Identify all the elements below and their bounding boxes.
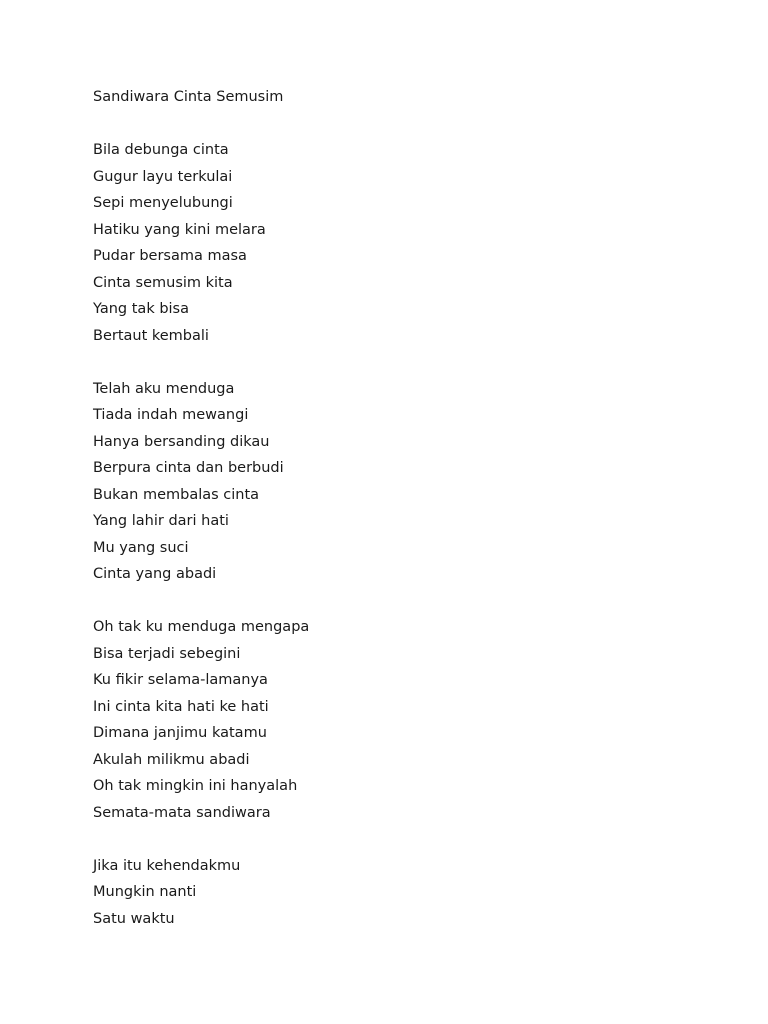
lyric-line: Cinta yang abadi: [93, 566, 217, 582]
lyric-line: Bisa terjadi sebegini: [93, 645, 241, 662]
lyric-line: Jika itu kehendakmu: [93, 857, 241, 874]
lyric-line: Ku fikir selama-lamanya: [93, 672, 268, 688]
stanza-3: [93, 614, 713, 826]
lyric-line: Ini cinta kita hati ke hati: [93, 698, 269, 715]
stanza-4: [93, 853, 713, 933]
lyric-line: Pudar bersama masa: [93, 248, 247, 264]
lyric-line: Yang lahir dari hati: [93, 513, 229, 529]
lyric-line: Hanya bersanding dikau: [93, 433, 270, 450]
lyric-line: Bertaut kembali: [93, 327, 209, 344]
lyric-line: Akulah milikmu abadi: [93, 751, 250, 768]
lyric-line: Oh tak mingkin ini hanyalah: [93, 778, 298, 794]
lyric-line: Yang tak bisa: [93, 301, 189, 317]
lyric-line: Gugur layu terkulai: [93, 168, 233, 185]
stanza-spacer: [93, 826, 713, 853]
lyric-line: Cinta semusim kita: [93, 274, 233, 291]
lyric-line: Semata-mata sandiwara: [93, 804, 271, 821]
lyric-line: Hatiku yang kini melara: [93, 221, 266, 238]
lyric-line: Satu waktu: [93, 910, 175, 927]
lyric-line: Mu yang suci: [93, 539, 189, 556]
lyric-line: Bila debunga cinta: [93, 142, 229, 158]
stanza-2: [93, 376, 713, 588]
lyric-line: Berpura cinta dan berbudi: [93, 460, 284, 476]
lyrics-document: [93, 84, 713, 932]
stanza-spacer: [93, 111, 713, 138]
lyric-line: Bukan membalas cinta: [93, 486, 260, 503]
stanza-spacer: [93, 349, 713, 376]
stanza-1: [93, 137, 713, 349]
lyric-line: Oh tak ku menduga mengapa: [93, 619, 310, 635]
lyric-line: Telah aku menduga: [93, 380, 235, 397]
lyric-line: Tiada indah mewangi: [93, 407, 249, 423]
lyric-line: Sepi menyelubungi: [93, 195, 233, 211]
lyric-line: Dimana janjimu katamu: [93, 725, 267, 741]
document-title: Sandiwara Cinta Semusim: [93, 89, 284, 105]
lyric-line: Mungkin nanti: [93, 884, 197, 900]
stanza-spacer: [93, 588, 713, 615]
